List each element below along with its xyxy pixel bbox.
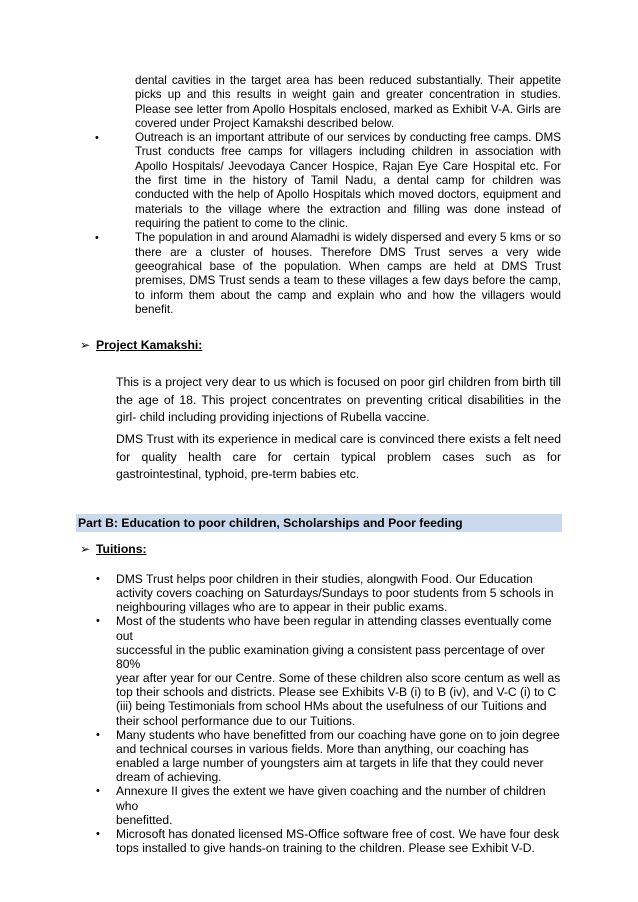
bullet-icon: •: [96, 827, 100, 840]
bullet-icon: •: [95, 132, 99, 144]
list-item: • Many students who have benefitted from our coaching have gone on to join degree and technical courses in various fields. More than anything, our coaching has enabled a large number of youngsters aim at targets in life that they could never dream of achieving.: [96, 727, 560, 785]
list-item: • Most of the students who have been regular in attending classes eventually come out successful in the public examination giving a consistent pass percentage of over 80% year after year for our Centre. Some of these children also score centum as well as top their schools and districts. Please see Exhibits V-B (i) to B (iv), and V-C (i) to C (iii) being Testimonials from school HMs about the usefulness of our Tuitions and their school performance due to our Tuitions.: [96, 614, 561, 728]
list-item: • The population in and around Alamadhi is widely dispersed and every 5 kms or so there are a cluster of houses. Therefore DMS Trust serves a very wide geeograhical base of the population. When camps are held at DMS Trust premises, DMS Trust sends a team to these villages a few days before the camp, to inform them about the camp and explain who and how the villagers would benefit.: [95, 231, 561, 317]
part-b-title: Part B: Education to poor children, Scholarships and Poor feeding: [78, 516, 463, 530]
bullet-icon: •: [95, 232, 99, 245]
section-heading-tuitions: Tuitions:: [96, 542, 147, 556]
arrow-bullet-icon: ➢: [80, 338, 91, 352]
bullet-icon: •: [96, 615, 100, 628]
bullet-icon: •: [96, 785, 100, 798]
continuation-text: dental cavities in the target area has been reduced substantially. Their appetite picks up and this results in weight gain and greater concentration in studies. Please see letter from Apollo Hospitals enclosed, marked as Exhibit V-A. Girls are covered under Project Kamakshi described below.: [135, 74, 561, 131]
list-item: • Outreach is an important attribute of our services by conducting free camps. DMS Trust conducts free camps for villagers including children in association with Apollo Hospitals/ Jeevodaya Cancer Hospice, Rajan Eye Care Hospital etc. For the first time in the history of Tamil Nadu, a dental camp for children was conducted with the help of Apollo Hospitals which moved doctors, equipment and materials to the village where the extraction and filling was done instead of requiring the patient to come to the clinic.: [95, 131, 561, 231]
part-b-header-band: [76, 514, 562, 532]
arrow-bullet-icon: ➢: [80, 542, 91, 556]
list-item: • Microsoft has donated licensed MS-Office software free of cost. We have four desk tops installed to give hands-on training to the children. Please see Exhibit V-D.: [96, 826, 560, 855]
bullet-icon: •: [96, 728, 100, 741]
tuitions-bullet-list: [95, 572, 565, 855]
outreach-bullet-list: [95, 131, 561, 317]
kamakshi-paragraph-2: DMS Trust with its experience in medical care is convinced there exists a felt need for quality health care for certain typical problem cases such as for gastrointestinal, typhoid, pre-term babies etc.: [116, 432, 561, 481]
bullet-icon: •: [96, 573, 100, 585]
list-item: • DMS Trust helps poor children in their studies, alongwith Food. Our Education activity covers coaching on Saturdays/Sundays to poor students from 5 schools in neighbouring villages who are to appear in their public exams.: [96, 572, 554, 615]
list-item: • Annexure II gives the extent we have given coaching and the number of children who benefitted.: [96, 784, 546, 827]
section-heading-kamakshi: Project Kamakshi:: [96, 338, 203, 352]
kamakshi-paragraph-1: This is a project very dear to us which is focused on poor girl children from birth till the age of 18. This project concentrates on preventing critical disabilities in the girl- child including providing injections of Rubella vaccine.: [116, 375, 561, 424]
